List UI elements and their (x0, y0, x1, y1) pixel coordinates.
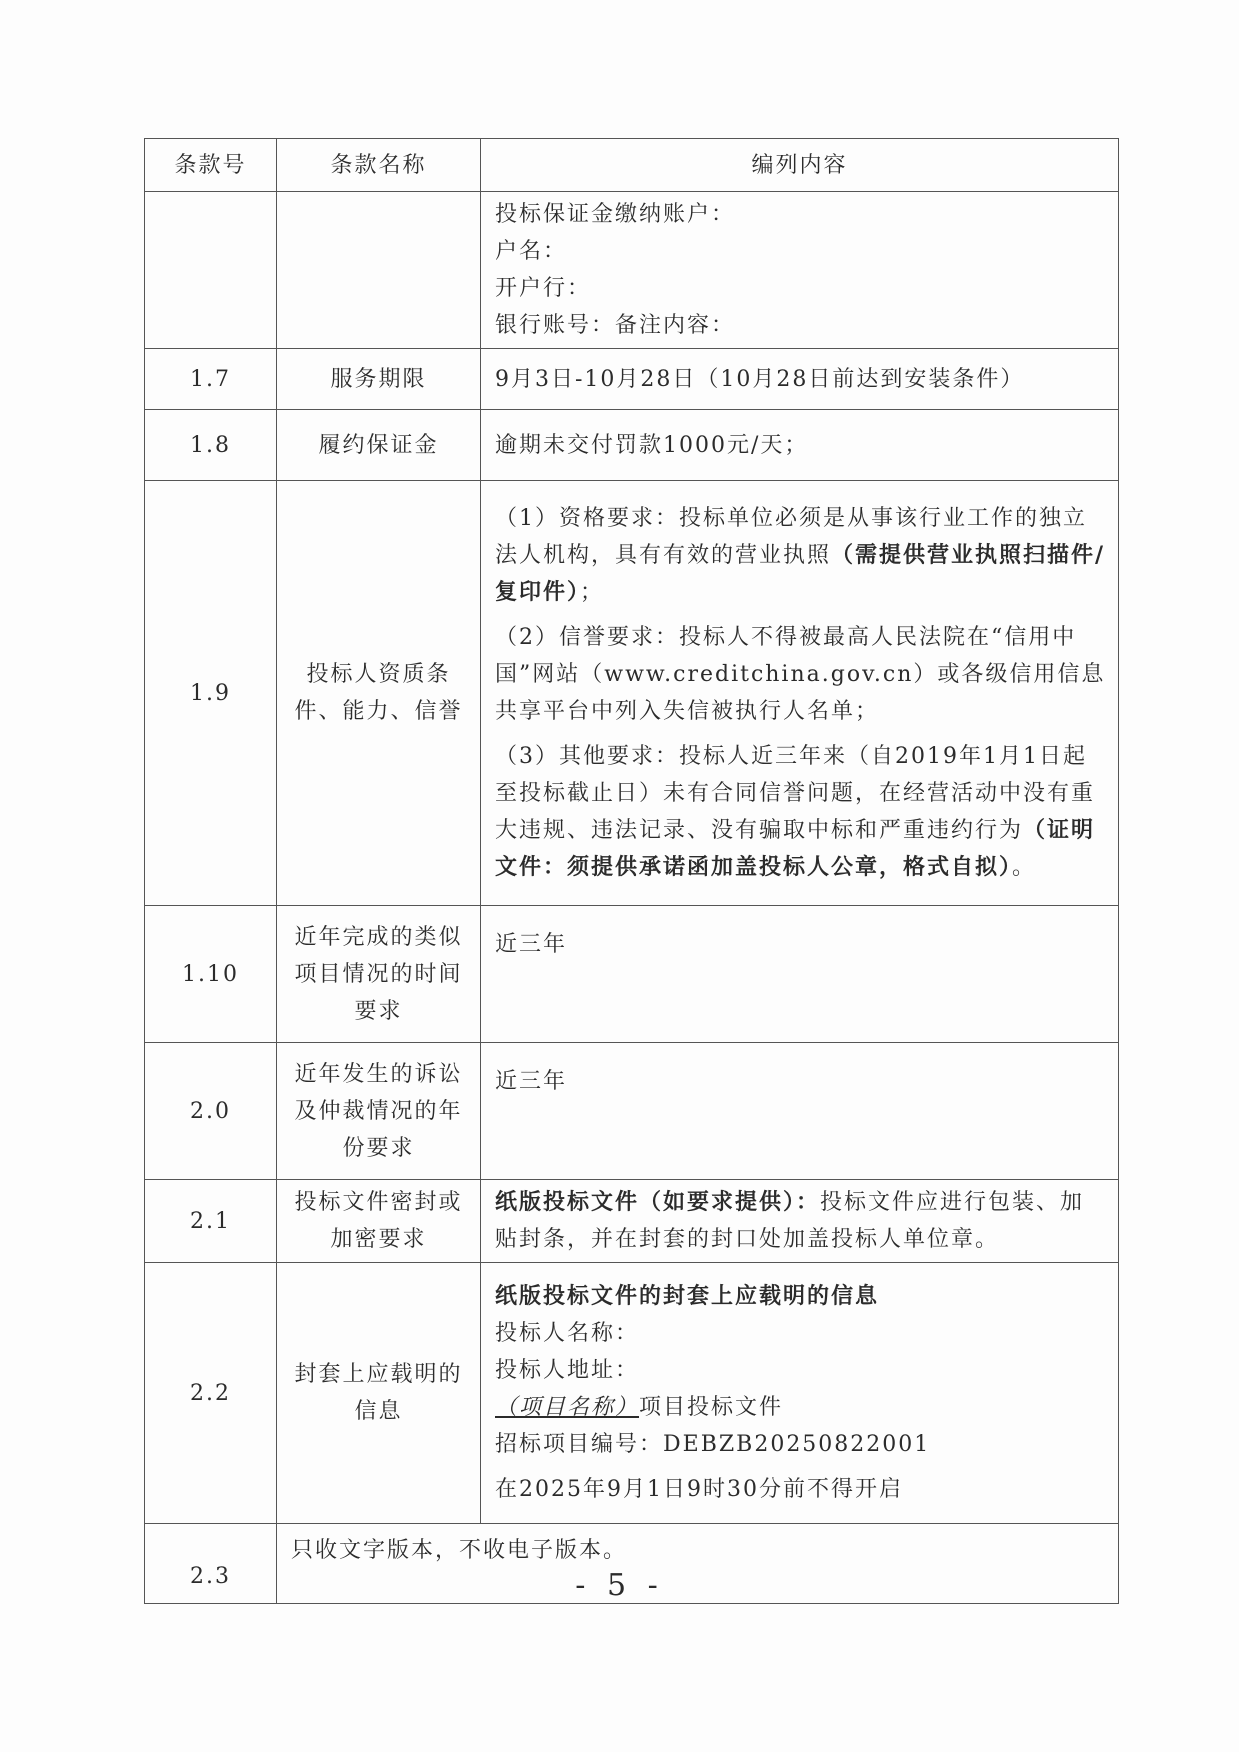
clause-content: 近三年 (481, 906, 1119, 1043)
paragraph-end: ； (580, 580, 605, 605)
clause-content (481, 192, 1119, 349)
clause-content: 近三年 (481, 1043, 1119, 1180)
clause-name: 投标文件密封或加密要求 (277, 1180, 481, 1263)
clause-number: 1.7 (145, 349, 277, 410)
envelope-heading: 纸版投标文件的封套上应载明的信息 (495, 1283, 880, 1309)
clause-number: 2.2 (145, 1263, 277, 1524)
paragraph-text: （3）其他要求：投标人近三年来（自2019年1月1日起至投标截止日）未有合同信誉问题，在经营活动中没有重大违规、违法记录、没有骗取中标和严重违约行为 (495, 744, 1096, 843)
paragraph-other (495, 738, 1108, 886)
clause-name (277, 192, 481, 349)
envelope-line: 招标项目编号：DEBZB20250822001 (495, 1432, 931, 1457)
clause-name: 近年完成的类似项目情况的时间要求 (277, 906, 481, 1043)
account-line: 银行账号：备注内容： (495, 313, 736, 338)
table-row (145, 1180, 1119, 1263)
account-line: 户名： (495, 239, 568, 264)
clause-number: 2.0 (145, 1043, 277, 1180)
emphasis-text: （需提供营业执照扫描件/复印件） (495, 542, 1106, 605)
table-row (145, 481, 1119, 906)
table-row (145, 1043, 1119, 1180)
table-row (145, 349, 1119, 410)
clause-content: 9月3日-10月28日（10月28日前达到安装条件） (481, 349, 1119, 410)
envelope-line (495, 1389, 1108, 1426)
envelope-line: 投标人地址： (495, 1358, 640, 1383)
table-header-row (145, 139, 1119, 192)
clause-number (145, 192, 277, 349)
table-row (145, 906, 1119, 1043)
clause-name: 近年发生的诉讼及仲裁情况的年份要求 (277, 1043, 481, 1180)
project-name-placeholder: （项目名称） (495, 1395, 640, 1420)
paragraph-end: 。 (1012, 855, 1037, 880)
paragraph-text: （1）资格要求：投标单位必须是从事该行业工作的独立法人机构，具有有效的营业执照 (495, 506, 1087, 568)
table-row (145, 192, 1119, 349)
envelope-line-text: 项目投标文件 (639, 1395, 784, 1420)
clause-name: 封套上应载明的信息 (277, 1263, 481, 1524)
clause-content (481, 1263, 1119, 1524)
table-row (145, 410, 1119, 481)
clause-name: 履约保证金 (277, 410, 481, 481)
clause-content (481, 1180, 1119, 1263)
clause-name: 服务期限 (277, 349, 481, 410)
paragraph-credit: （2）信誉要求：投标人不得被最高人民法院在“信用中国”网站（www.creditchina.gov.cn）或各级信用信息共享平台中列入失信被执行人名单； (495, 625, 1106, 724)
clause-number: 1.8 (145, 410, 277, 481)
clause-number: 2.3 (145, 1524, 277, 1604)
account-line: 开户行： (495, 276, 592, 301)
page-number: - 5 - (575, 1568, 664, 1603)
clause-number: 2.1 (145, 1180, 277, 1263)
paragraph-qualification (495, 500, 1108, 611)
account-line: 投标保证金缴纳账户： (495, 202, 736, 227)
table-row (145, 1263, 1119, 1524)
clause-content: 逾期未交付罚款1000元/天； (481, 410, 1119, 481)
header-content: 编列内容 (481, 139, 1119, 192)
header-clause-number: 条款号 (145, 139, 277, 192)
paragraph-text: 投标文件应进行包装、加贴封条，并在封套的封口处加盖投标人单位章。 (495, 1190, 1085, 1252)
clause-number: 1.9 (145, 481, 277, 906)
envelope-line: 在2025年9月1日9时30分前不得开启 (495, 1477, 903, 1502)
clause-number: 1.10 (145, 906, 277, 1043)
clause-name: 投标人资质条件、能力、信誉 (277, 481, 481, 906)
clause-content: 只收文字版本，不收电子版本。 (277, 1524, 1119, 1604)
emphasis-text: （证明文件：须提供承诺函加盖投标人公章，格式自拟） (495, 817, 1096, 880)
clause-table (144, 138, 1119, 1604)
clause-content (481, 481, 1119, 906)
envelope-line: 投标人名称： (495, 1321, 640, 1346)
header-clause-name: 条款名称 (277, 139, 481, 192)
emphasis-text: 纸版投标文件（如要求提供）： (495, 1189, 821, 1215)
